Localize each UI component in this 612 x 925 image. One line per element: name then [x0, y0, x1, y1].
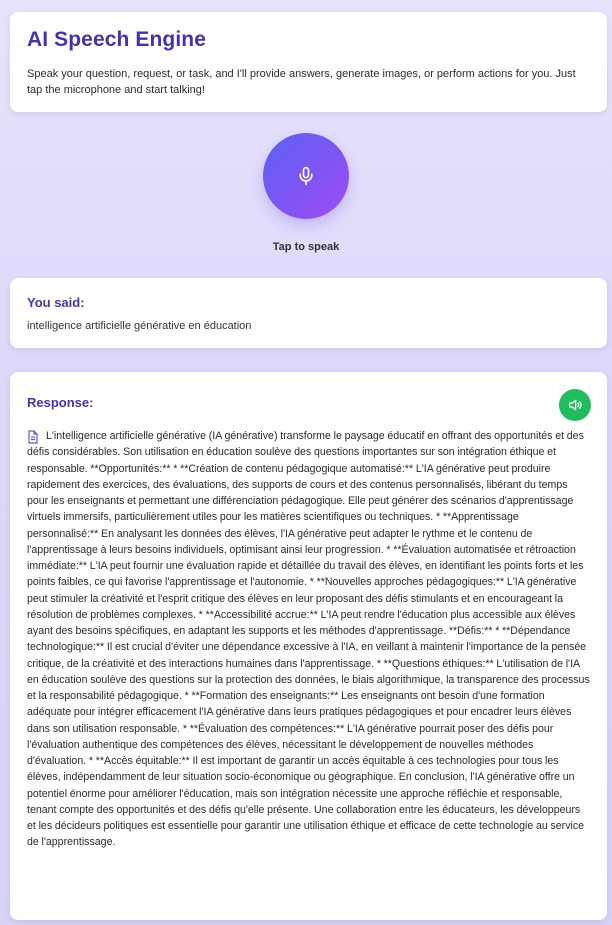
mic-area: [0, 133, 612, 253]
speaker-button[interactable]: [559, 389, 591, 421]
response-title: Response:: [27, 395, 94, 410]
document-icon: [27, 430, 39, 444]
response-card: [10, 372, 607, 920]
microphone-icon: [296, 164, 316, 188]
app-description: Speak your question, request, or task, and I'll provide answers, generate images, or perform actions for you. Just tap the microphone and start talking!: [27, 68, 576, 96]
speaker-icon: [567, 397, 583, 413]
header-card: [10, 12, 607, 112]
response-body: [27, 428, 590, 851]
response-header: [27, 394, 590, 418]
response-text: L'intelligence artificielle générative (IA générative) transforme le paysage éducatif en offrant des opportunités et des défis considérables. Son utilisation en éducation soulève des questions importantes sur son intégration éthique et responsable. **Opportunités:** * **Création de contenu pédagogique automatisé:** L'IA générative peut produire rapidement des exercices, des évaluations, des supports de cours et des contenus personnalisés, libérant du temps pour les enseignants et permettant une différenciation pédagogique. Elle peut générer des scénarios d'apprentissage virtuels immersifs, particulièrement utiles pour les matières scientifiques ou techniques. * **Apprentissage personnalisé:** En analysant les données des élèves, l'IA générative peut adapter le rythme et le contenu de l'apprentissage à leurs besoins individuels, optimisant ainsi leur progression. * **Évaluation automatisée et rétroaction immédiate:** L'IA peut fournir une évaluation rapide et détaillée du travail des élèves, en identifiant les points forts et les points faibles, ce qui favorise l'apprentissage et l'autonomie. * **Nouvelles approches pédagogiques:** L'IA générative peut stimuler la créativité et l'esprit critique des élèves en leur proposant des défis stimulants et en encourageant la résolution de problèmes complexes. * **Accessibilité accrue:** L'IA peut rendre l'éducation plus accessible aux élèves ayant des besoins spécifiques, en adaptant les supports et les méthodes d'apprentissage. **Défis:** * **Dépendance technologique:** Il est crucial d'éviter une dépendance excessive à l'IA, en veillant à maintenir l'importance de la pensée critique, de la créativité et des interactions humaines dans l'apprentissage. * **Questions éthiques:** L'utilisation de l'IA en éducation soulève des questions sur la protection des données, le biais algorithmique, la transparence des processus et la responsabilité pédagogique. * **Formation des enseignants:** Les enseignants ont besoin d'une formation adéquate pour intégrer efficacement l'IA générative dans leurs pratiques pédagogiques et pour encadrer leurs élèves dans son utilisation responsable. * **Évaluation des compétences:** L'IA générative pourrait poser des défis pour l'évaluation authentique des compétences des élèves, nécessitant le développement de nouvelles méthodes d'évaluation. * **Accès équitable:** Il est important de garantir un accès équitable à ces technologies pour tous les élèves, indépendamment de leur situation socio-économique ou géographique. En conclusion, l'IA générative offre un potentiel énorme pour améliorer l'éducation, mais son intégration nécessite une approche réfléchie et responsable, tenant compte des opportunités et des défis qu'elle présente. Une collaboration entre les éducateurs, les développeurs et les décideurs politiques est essentielle pour garantir une utilisation éthique et efficace de cette technologie au service de l'apprentissage.: [27, 430, 590, 849]
you-said-card: [10, 278, 607, 348]
microphone-button[interactable]: [263, 133, 349, 219]
mic-label: Tap to speak: [272, 241, 340, 253]
you-said-title: You said:: [27, 295, 85, 310]
app-title: AI Speech Engine: [27, 28, 206, 51]
transcript-text: intelligence artificielle générative en éducation: [27, 320, 252, 332]
